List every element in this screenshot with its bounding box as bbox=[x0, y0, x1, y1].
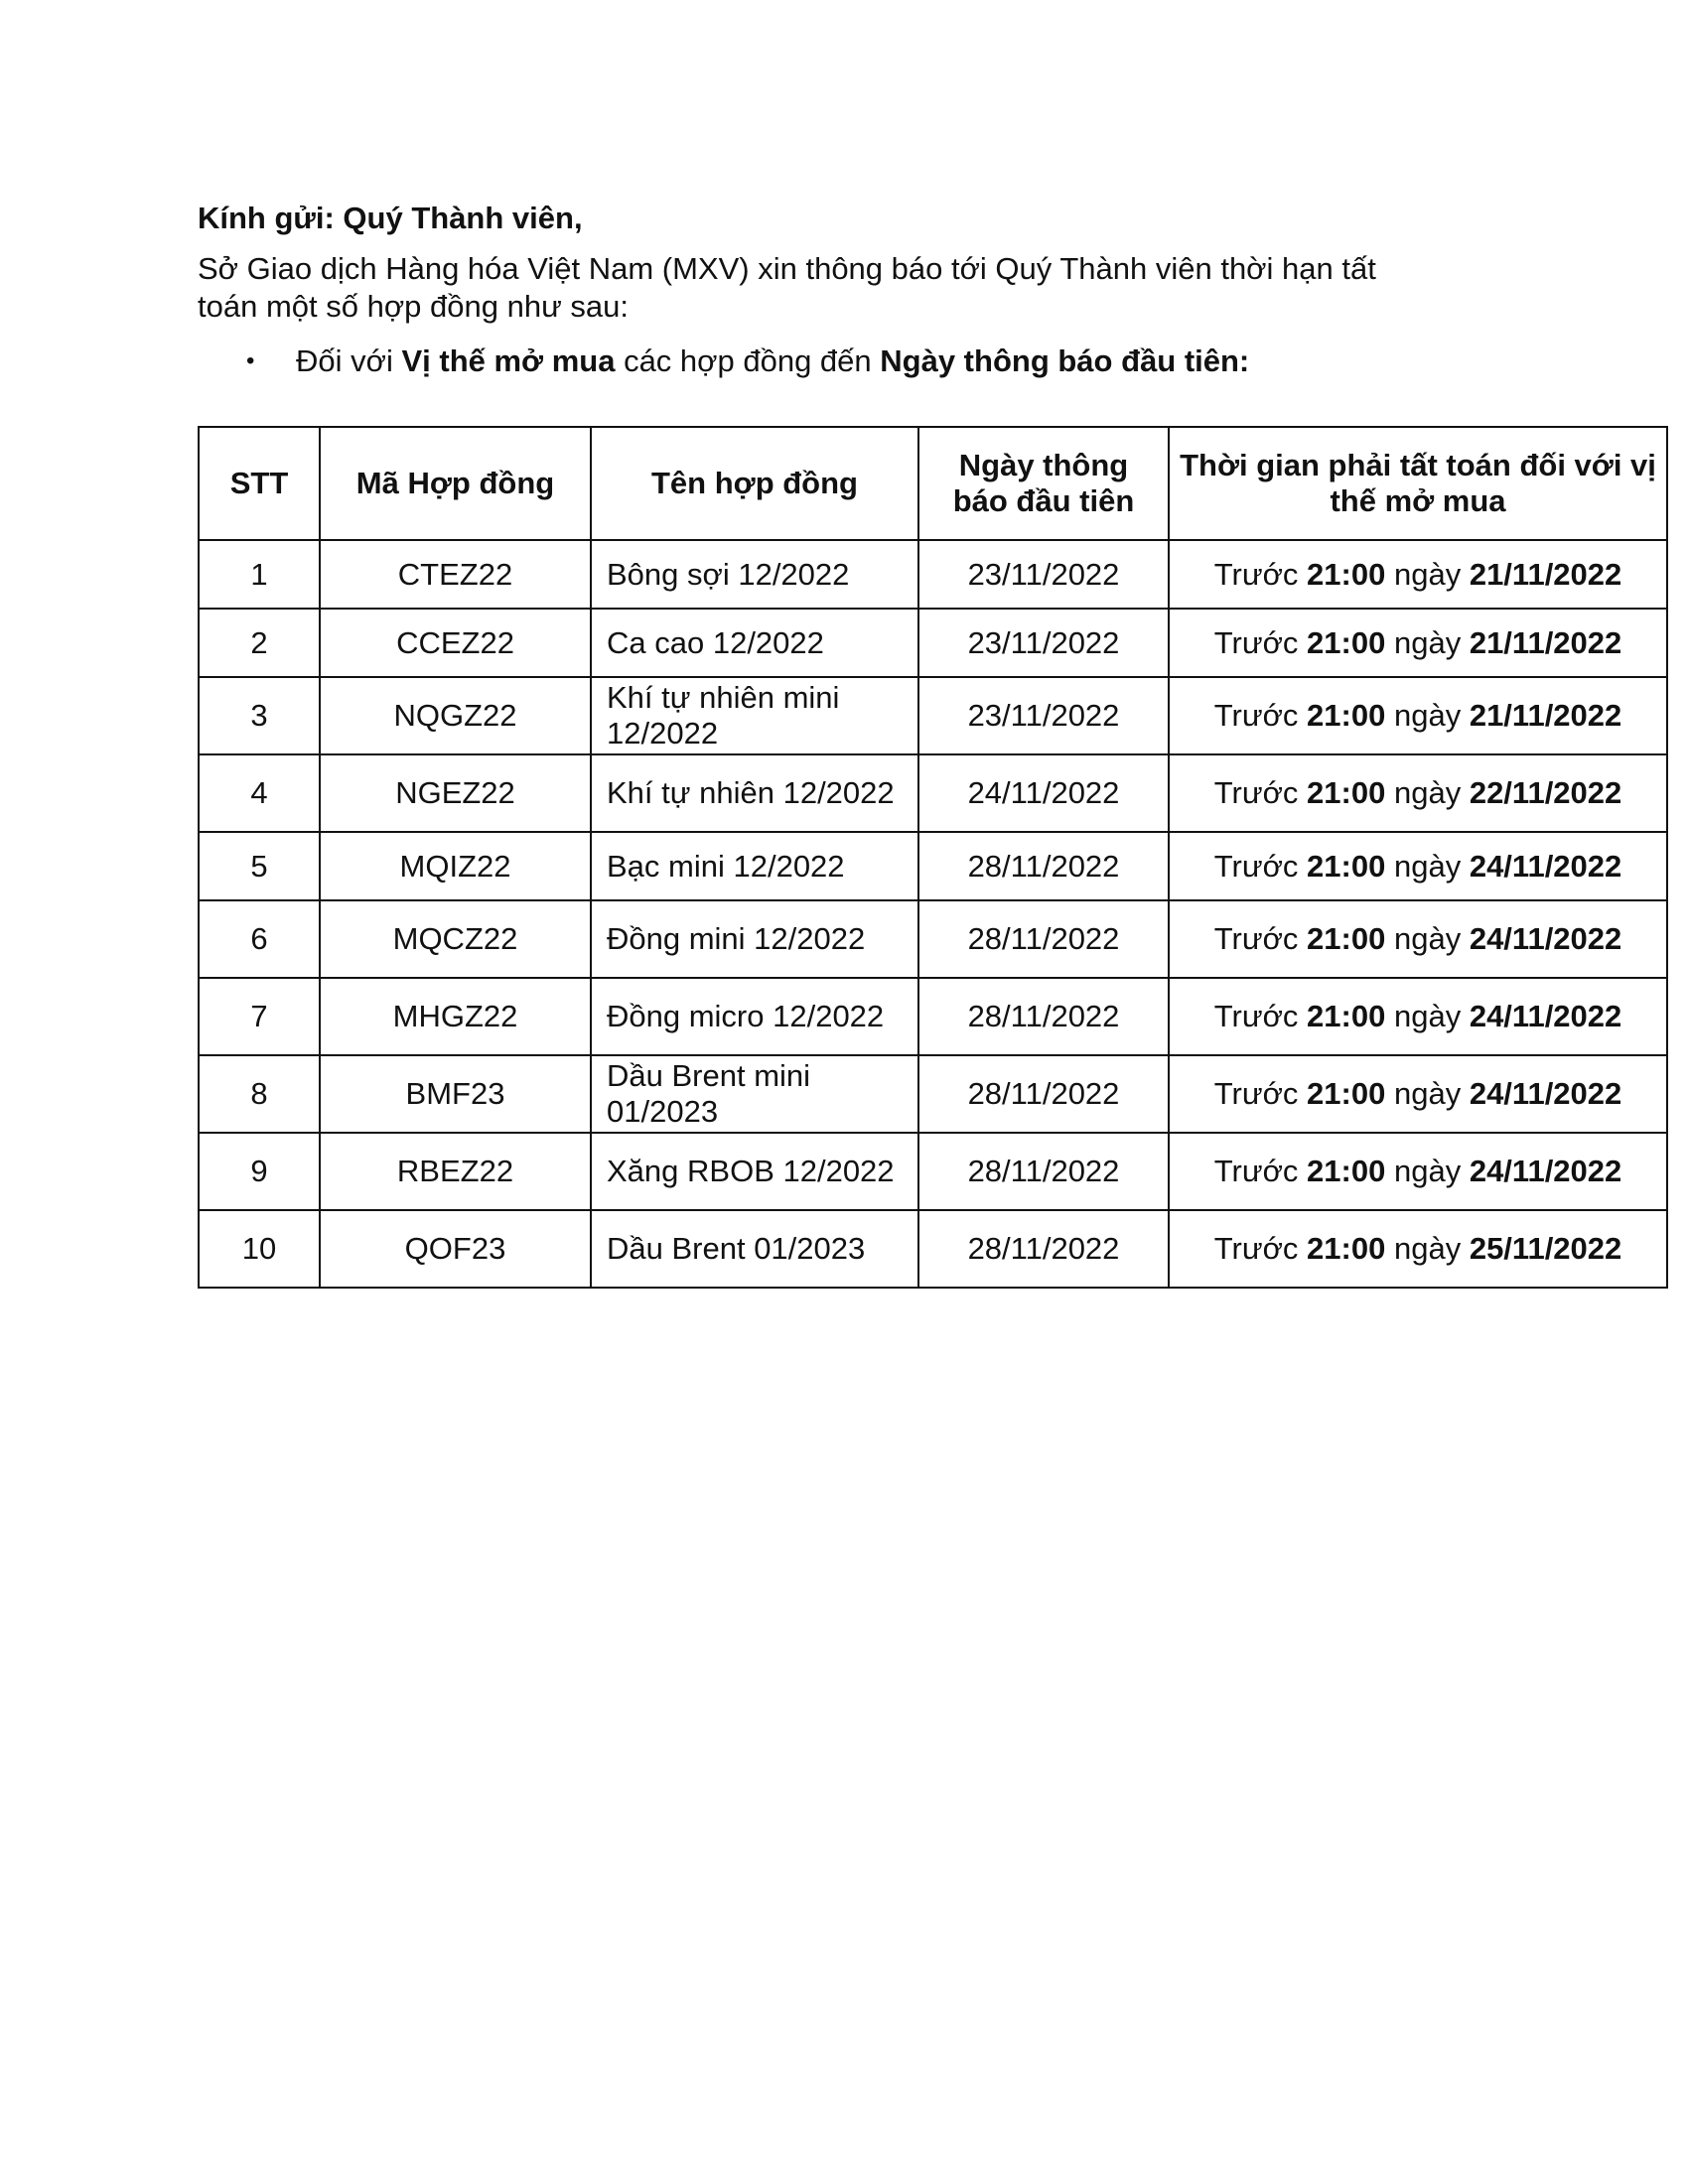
header-code: Mã Hợp đồng bbox=[320, 427, 591, 540]
cell-code: NQGZ22 bbox=[320, 677, 591, 754]
cell-name: Bạc mini 12/2022 bbox=[591, 832, 918, 900]
bullet-middle: các hợp đồng đến bbox=[615, 343, 881, 378]
deadline-date: 25/11/2022 bbox=[1469, 1231, 1622, 1266]
cell-deadline bbox=[1169, 832, 1667, 900]
cell-first-notice-date: 24/11/2022 bbox=[918, 754, 1169, 832]
cell-stt: 6 bbox=[199, 900, 320, 978]
cell-first-notice-date: 28/11/2022 bbox=[918, 900, 1169, 978]
deadline-time: 21:00 bbox=[1307, 848, 1386, 884]
contracts-table bbox=[198, 426, 1668, 1289]
table-row bbox=[199, 1133, 1667, 1210]
deadline-date: 21/11/2022 bbox=[1469, 698, 1622, 733]
cell-deadline bbox=[1169, 754, 1667, 832]
cell-name: Dầu Brent 01/2023 bbox=[591, 1210, 918, 1288]
deadline-time: 21:00 bbox=[1307, 556, 1386, 592]
deadline-time: 21:00 bbox=[1307, 775, 1386, 810]
deadline-before-word: Trước bbox=[1213, 999, 1299, 1033]
deadline-time: 21:00 bbox=[1307, 698, 1386, 733]
header-stt: STT bbox=[199, 427, 320, 540]
deadline-date: 24/11/2022 bbox=[1469, 1154, 1622, 1188]
cell-name: Khí tự nhiên mini 12/2022 bbox=[591, 677, 918, 754]
cell-stt: 7 bbox=[199, 978, 320, 1055]
deadline-date: 24/11/2022 bbox=[1469, 1076, 1622, 1111]
cell-name: Đồng mini 12/2022 bbox=[591, 900, 918, 978]
cell-code: MQCZ22 bbox=[320, 900, 591, 978]
table-row bbox=[199, 832, 1667, 900]
cell-deadline bbox=[1169, 1055, 1667, 1133]
deadline-time: 21:00 bbox=[1307, 1076, 1386, 1111]
cell-stt: 8 bbox=[199, 1055, 320, 1133]
cell-deadline bbox=[1169, 540, 1667, 609]
deadline-before-word: Trước bbox=[1213, 1076, 1299, 1111]
deadline-before-word: Trước bbox=[1213, 624, 1299, 660]
deadline-day-word: ngày bbox=[1393, 624, 1462, 660]
cell-stt: 10 bbox=[199, 1210, 320, 1288]
cell-first-notice-date: 28/11/2022 bbox=[918, 1055, 1169, 1133]
cell-name: Bông sợi 12/2022 bbox=[591, 540, 918, 609]
table-row bbox=[199, 978, 1667, 1055]
table-row bbox=[199, 754, 1667, 832]
intro-paragraph: Sở Giao dịch Hàng hóa Việt Nam (MXV) xin thông báo tới Quý Thành viên thời hạn tất toán một số hợp đồng như sau: bbox=[198, 251, 1376, 324]
header-deadline: Thời gian phải tất toán đối với vị thế mở mua bbox=[1169, 427, 1667, 540]
table-row bbox=[199, 677, 1667, 754]
deadline-day-word: ngày bbox=[1393, 921, 1462, 956]
bullet-dot-icon: • bbox=[246, 347, 255, 374]
cell-stt: 1 bbox=[199, 540, 320, 609]
deadline-time: 21:00 bbox=[1307, 999, 1386, 1033]
cell-deadline bbox=[1169, 1133, 1667, 1210]
deadline-date: 24/11/2022 bbox=[1469, 921, 1622, 956]
deadline-day-word: ngày bbox=[1393, 698, 1462, 733]
deadline-before-word: Trước bbox=[1213, 1154, 1299, 1188]
cell-code: NGEZ22 bbox=[320, 754, 591, 832]
cell-code: MHGZ22 bbox=[320, 978, 591, 1055]
deadline-date: 24/11/2022 bbox=[1469, 848, 1622, 884]
cell-deadline bbox=[1169, 900, 1667, 978]
deadline-date: 21/11/2022 bbox=[1469, 624, 1622, 660]
table-row bbox=[199, 609, 1667, 677]
deadline-date: 24/11/2022 bbox=[1469, 999, 1622, 1033]
deadline-day-word: ngày bbox=[1393, 999, 1462, 1033]
bullet-text bbox=[296, 341, 1249, 381]
cell-name: Khí tự nhiên 12/2022 bbox=[591, 754, 918, 832]
header-name: Tên hợp đồng bbox=[591, 427, 918, 540]
table-header-row bbox=[199, 427, 1667, 540]
cell-deadline bbox=[1169, 1210, 1667, 1288]
deadline-time: 21:00 bbox=[1307, 624, 1386, 660]
cell-deadline bbox=[1169, 609, 1667, 677]
table-body bbox=[199, 540, 1667, 1288]
cell-stt: 9 bbox=[199, 1133, 320, 1210]
deadline-time: 21:00 bbox=[1307, 921, 1386, 956]
cell-code: QOF23 bbox=[320, 1210, 591, 1288]
deadline-day-word: ngày bbox=[1393, 556, 1462, 592]
cell-name: Xăng RBOB 12/2022 bbox=[591, 1133, 918, 1210]
cell-code: BMF23 bbox=[320, 1055, 591, 1133]
cell-first-notice-date: 23/11/2022 bbox=[918, 540, 1169, 609]
deadline-day-word: ngày bbox=[1393, 1154, 1462, 1188]
cell-first-notice-date: 23/11/2022 bbox=[918, 677, 1169, 754]
greeting: Kính gửi: Quý Thành viên, bbox=[198, 201, 583, 235]
deadline-day-word: ngày bbox=[1393, 848, 1462, 884]
table-row bbox=[199, 540, 1667, 609]
cell-stt: 3 bbox=[199, 677, 320, 754]
bullet-item bbox=[246, 341, 1249, 381]
cell-first-notice-date: 28/11/2022 bbox=[918, 978, 1169, 1055]
deadline-before-word: Trước bbox=[1213, 698, 1299, 733]
deadline-date: 21/11/2022 bbox=[1469, 556, 1622, 592]
cell-deadline bbox=[1169, 978, 1667, 1055]
table-row bbox=[199, 900, 1667, 978]
cell-stt: 5 bbox=[199, 832, 320, 900]
table-row bbox=[199, 1055, 1667, 1133]
cell-stt: 4 bbox=[199, 754, 320, 832]
deadline-day-word: ngày bbox=[1393, 775, 1462, 810]
cell-code: MQIZ22 bbox=[320, 832, 591, 900]
cell-code: CTEZ22 bbox=[320, 540, 591, 609]
cell-deadline bbox=[1169, 677, 1667, 754]
bullet-bold-long-position: Vị thế mở mua bbox=[401, 343, 616, 378]
header-first-notice-date: Ngày thông báo đầu tiên bbox=[918, 427, 1169, 540]
cell-name: Đồng micro 12/2022 bbox=[591, 978, 918, 1055]
cell-name: Ca cao 12/2022 bbox=[591, 609, 918, 677]
cell-stt: 2 bbox=[199, 609, 320, 677]
bullet-prefix: Đối với bbox=[296, 343, 402, 378]
deadline-date: 22/11/2022 bbox=[1469, 775, 1622, 810]
table-row bbox=[199, 1210, 1667, 1288]
deadline-before-word: Trước bbox=[1213, 775, 1299, 810]
bullet-bold-first-notice: Ngày thông báo đầu tiên: bbox=[880, 343, 1250, 378]
deadline-before-word: Trước bbox=[1213, 556, 1299, 592]
deadline-day-word: ngày bbox=[1393, 1231, 1462, 1266]
cell-first-notice-date: 23/11/2022 bbox=[918, 609, 1169, 677]
cell-first-notice-date: 28/11/2022 bbox=[918, 1210, 1169, 1288]
deadline-before-word: Trước bbox=[1213, 848, 1299, 884]
cell-first-notice-date: 28/11/2022 bbox=[918, 1133, 1169, 1210]
cell-code: RBEZ22 bbox=[320, 1133, 591, 1210]
cell-first-notice-date: 28/11/2022 bbox=[918, 832, 1169, 900]
deadline-before-word: Trước bbox=[1213, 921, 1299, 956]
deadline-time: 21:00 bbox=[1307, 1231, 1386, 1266]
deadline-day-word: ngày bbox=[1393, 1076, 1462, 1111]
deadline-time: 21:00 bbox=[1307, 1154, 1386, 1188]
deadline-before-word: Trước bbox=[1213, 1231, 1299, 1266]
cell-code: CCEZ22 bbox=[320, 609, 591, 677]
cell-name: Dầu Brent mini 01/2023 bbox=[591, 1055, 918, 1133]
